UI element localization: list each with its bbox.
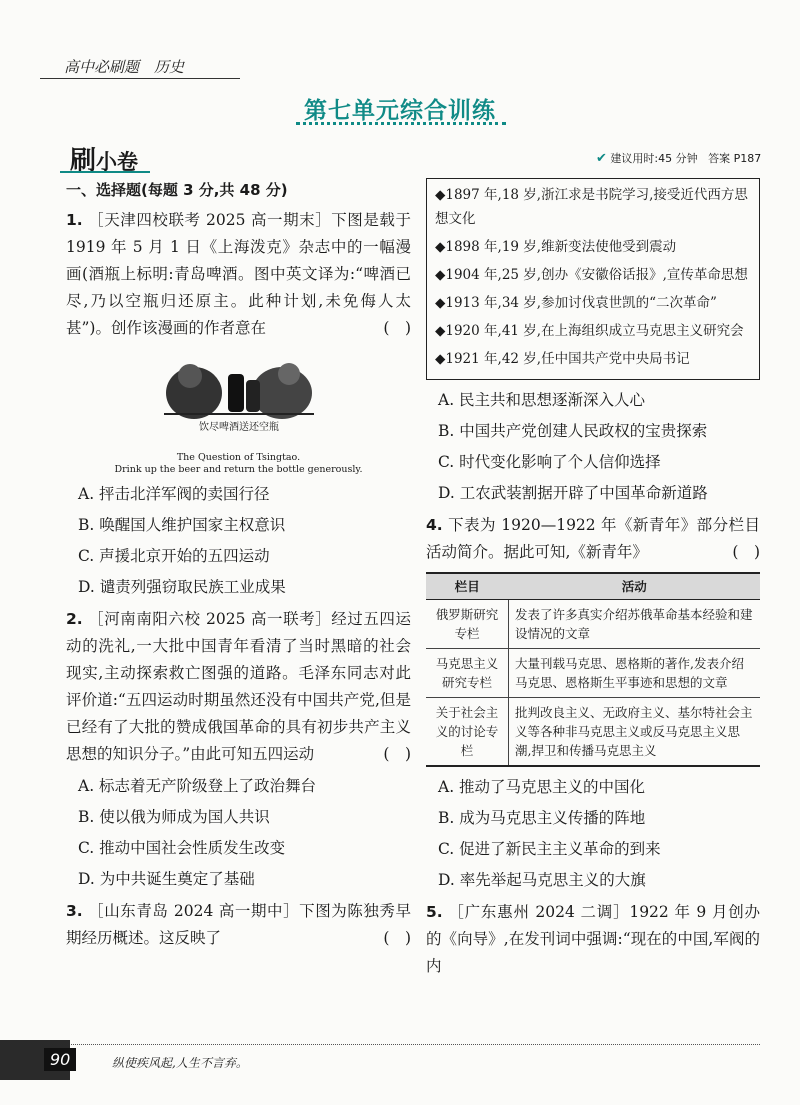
bio-item: ◆1913 年,34 岁,参加讨伐袁世凯的“二次革命” bbox=[435, 295, 717, 311]
answer-page: 答案 P187 bbox=[708, 152, 762, 165]
right-column bbox=[426, 178, 760, 984]
question-2 bbox=[66, 606, 411, 768]
answer-blank[interactable]: ( ) bbox=[383, 929, 411, 947]
q1-option-d[interactable]: D. 谴责列强窃取民族工业成果 bbox=[78, 578, 286, 596]
q1-option-c[interactable]: C. 声援北京开始的五四运动 bbox=[78, 547, 270, 565]
bio-item: ◆1898 年,19 岁,维新变法使他受到震动 bbox=[435, 239, 677, 255]
series-title: 高中必刷题 历史 bbox=[64, 58, 185, 76]
caption-title: The Question of Tsingtao. bbox=[176, 452, 301, 463]
answer-blank[interactable]: ( ) bbox=[383, 745, 411, 763]
q2-option-a[interactable]: A. 标志着无产阶级登上了政治舞台 bbox=[78, 777, 317, 795]
question-4 bbox=[426, 512, 760, 566]
suggested-time: 建议用时:45 分钟 bbox=[610, 152, 698, 165]
table-cell: 俄罗斯研究专栏 bbox=[426, 600, 509, 649]
table-cell: 大量刊载马克思、恩格斯的著作,发表介绍马克思、恩格斯生平事迹和思想的文章 bbox=[509, 649, 761, 698]
figure-left-head bbox=[178, 364, 202, 388]
table-row bbox=[426, 698, 760, 767]
table-row bbox=[426, 600, 760, 649]
q4-option-c[interactable]: C. 促进了新民主主义革命的到来 bbox=[438, 840, 661, 858]
bio-item: ◆1897 年,18 岁,浙江求是书院学习,接受近代西方思想文化 bbox=[435, 187, 748, 227]
q4-option-b[interactable]: B. 成为马克思主义传播的阵地 bbox=[438, 809, 646, 827]
question-stem: 下表为 1920—1922 年《新青年》部分栏目活动简介。据此可知,《新青年》 bbox=[426, 516, 760, 561]
badge-underline bbox=[60, 171, 150, 173]
exam-meta bbox=[596, 150, 761, 166]
q4-option-d[interactable]: D. 率先举起马克思主义的大旗 bbox=[438, 871, 646, 889]
cartoon-text: 饮尽啤酒送还空瓶 bbox=[198, 422, 279, 433]
bottle-1 bbox=[228, 374, 244, 412]
question-stem: ［山东青岛 2024 高一期中］下图为陈独秀早期经历概述。这反映了 bbox=[66, 902, 411, 947]
question-number: 4. bbox=[426, 516, 443, 534]
badge-sub: 小卷 bbox=[96, 150, 139, 174]
q2-option-c[interactable]: C. 推动中国社会性质发生改变 bbox=[78, 839, 286, 857]
check-icon: ✔ bbox=[596, 151, 607, 166]
section-heading: 一、选择题(每题 3 分,共 48 分) bbox=[66, 181, 288, 199]
caption-subtitle: Drink up the beer and return the bottle generously. bbox=[114, 464, 363, 475]
question-stem: ［河南南阳六校 2025 高一联考］经过五四运动的洗礼,一大批中国青年看清了当时黑暗的社会现实,主动探索救亡图强的道路。毛泽东同志对此评价道:“五四运动时期虽然还没有中国共产党,但是已经有了大批的赞成俄国革命的具有初步共产主义思想的知识分子。”由此可知五四运动 bbox=[66, 610, 411, 763]
bio-item: ◆1904 年,25 岁,创办《安徽俗话报》,宣传革命思想 bbox=[435, 267, 748, 283]
q2-option-b[interactable]: B. 使以俄为师成为国人共识 bbox=[78, 808, 270, 826]
q1-option-b[interactable]: B. 唤醒国人维护国家主权意识 bbox=[78, 516, 286, 534]
table-cell: 批判改良主义、无政府主义、基尔特社会主义等各种非马克思主义或反马克思主义思潮,捍卫和传播马克思主义 bbox=[509, 698, 761, 767]
badge-main: 刷 bbox=[70, 146, 97, 176]
q4-option-a[interactable]: A. 推动了马克思主义的中国化 bbox=[438, 778, 646, 796]
q3-option-a[interactable]: A. 民主共和思想逐渐深入人心 bbox=[438, 391, 646, 409]
footer-motto: 纵使疾风起,人生不言弃。 bbox=[112, 1056, 248, 1070]
q1-option-a[interactable]: A. 抨击北洋军阀的卖国行径 bbox=[78, 485, 270, 503]
table-cell: 马克思主义研究专栏 bbox=[426, 649, 509, 698]
columns-table bbox=[426, 572, 760, 767]
q3-option-d[interactable]: D. 工农武装割据开辟了中国革命新道路 bbox=[438, 484, 708, 502]
question-stem: ［广东惠州 2024 二调］1922 年 9 月创办的《向导》,在发刊词中强调:“现在的中国,军阀的内 bbox=[426, 903, 761, 975]
q3-option-b[interactable]: B. 中国共产党创建人民政权的宝贵探索 bbox=[438, 422, 708, 440]
title-underline bbox=[296, 122, 506, 125]
bio-item: ◆1920 年,41 岁,在上海组织成立马克思主义研究会 bbox=[435, 323, 744, 339]
question-number: 3. bbox=[66, 902, 83, 920]
bottle-2 bbox=[246, 380, 260, 412]
footer-rule bbox=[40, 1044, 760, 1045]
table-row bbox=[426, 649, 760, 698]
question-number: 1. bbox=[66, 211, 83, 229]
question-3 bbox=[66, 898, 411, 952]
table-header: 活动 bbox=[509, 573, 761, 600]
answer-blank[interactable]: ( ) bbox=[732, 543, 760, 561]
header-rule bbox=[40, 78, 240, 79]
cartoon-image bbox=[154, 348, 324, 448]
q2-option-d[interactable]: D. 为中共诞生奠定了基础 bbox=[78, 870, 255, 888]
figure-right-head bbox=[278, 363, 300, 385]
question-5 bbox=[426, 899, 760, 980]
table-cell: 发表了许多真实介绍苏俄革命基本经验和建设情况的文章 bbox=[509, 600, 761, 649]
table-header: 栏目 bbox=[426, 573, 509, 600]
question-stem: ［天津四校联考 2025 高一期末］下图是载于 1919 年 5 月 1 日《上海泼克》杂志中的一幅漫画(酒瓶上标明:青岛啤酒。图中英文译为:“啤酒已尽,乃以空瓶归还原主。此种计划,未免侮人太甚”)。创作该漫画的作者意在 bbox=[66, 211, 411, 337]
q3-option-c[interactable]: C. 时代变化影响了个人信仰选择 bbox=[438, 453, 661, 471]
bio-item: ◆1921 年,42 岁,任中国共产党中央局书记 bbox=[435, 351, 690, 367]
left-column bbox=[66, 178, 411, 956]
page-title: 第七单元综合训练 bbox=[304, 98, 496, 124]
table-header-row bbox=[426, 573, 760, 600]
answer-blank[interactable]: ( ) bbox=[383, 319, 411, 337]
table-cell: 关于社会主义的讨论专栏 bbox=[426, 698, 509, 767]
page-number: 90 bbox=[44, 1048, 76, 1071]
question-number: 5. bbox=[426, 903, 443, 921]
biography-box bbox=[426, 178, 760, 380]
question-1 bbox=[66, 207, 411, 342]
question-number: 2. bbox=[66, 610, 83, 628]
